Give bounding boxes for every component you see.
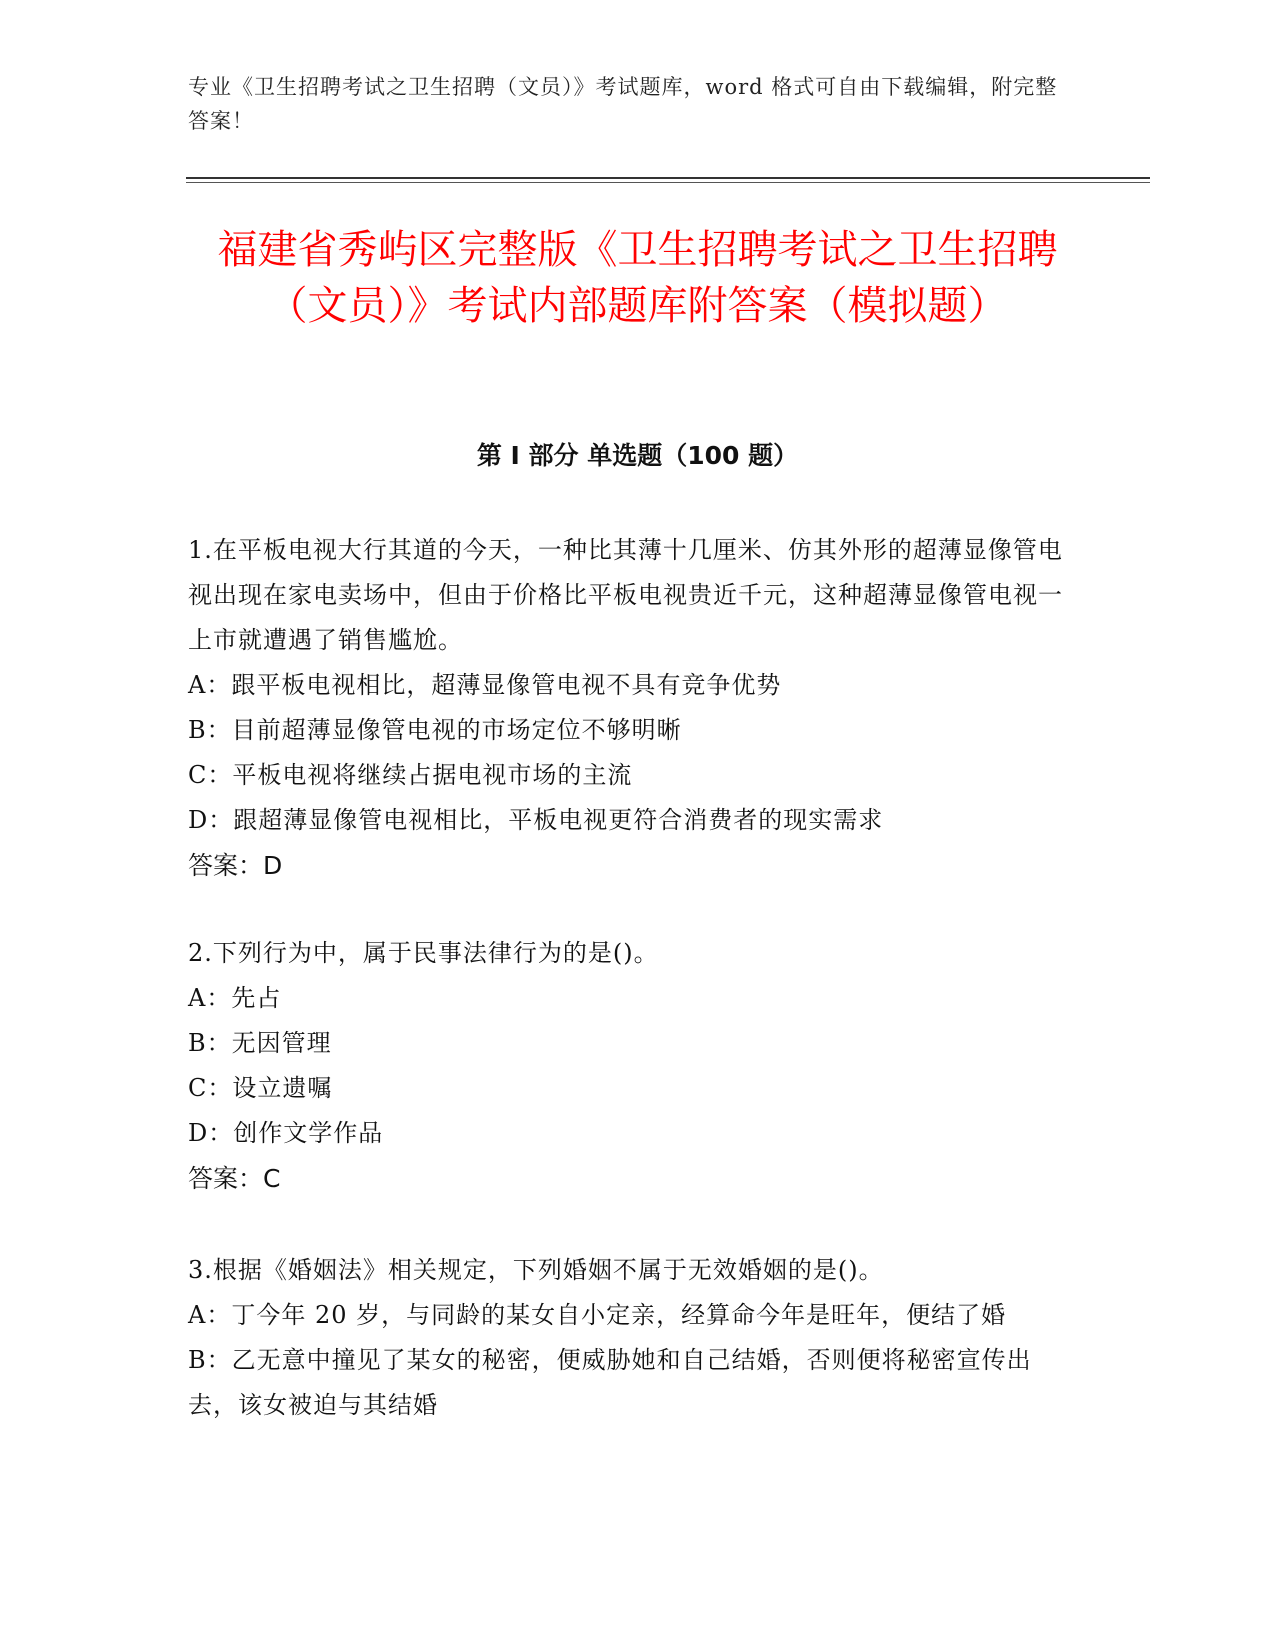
option-c: C：设立遗嘱 <box>188 1074 333 1102</box>
option-b: B：乙无意中撞见了某女的秘密，便威胁她和自己结婚，否则便将秘密宣传出去，该女被迫与其结婚 <box>188 1346 1032 1419</box>
question-2 <box>188 931 1068 1201</box>
option-b: B：目前超薄显像管电视的市场定位不够明晰 <box>188 716 682 744</box>
option-b: B：无因管理 <box>188 1029 332 1057</box>
section-heading: 第 I 部分 单选题（100 题） <box>476 441 799 470</box>
document-title: 福建省秀屿区完整版《卫生招聘考试之卫生招聘（文员）》考试内部题库附答案（模拟题） <box>217 227 1058 329</box>
question-stem: 2.下列行为中，属于民事法律行为的是()。 <box>188 939 659 967</box>
answer-line: 答案：C <box>188 1164 281 1193</box>
header-divider-thin <box>186 182 1150 183</box>
header-note: 专业《卫生招聘考试之卫生招聘（文员）》考试题库，word 格式可自由下载编辑，附完整答案！ <box>188 75 1058 133</box>
option-a: A：跟平板电视相比，超薄显像管电视不具有竞争优势 <box>188 671 782 699</box>
option-a: A：先占 <box>188 984 282 1012</box>
option-d: D：创作文学作品 <box>188 1119 384 1147</box>
option-c: C：平板电视将继续占据电视市场的主流 <box>188 761 633 789</box>
question-stem: 1.在平板电视大行其道的今天，一种比其薄十几厘米、仿其外形的超薄显像管电视出现在家电卖场中，但由于价格比平板电视贵近千元，这种超薄显像管电视一上市就遭遇了销售尴尬。 <box>188 536 1063 654</box>
question-stem: 3.根据《婚姻法》相关规定，下列婚姻不属于无效婚姻的是()。 <box>188 1256 884 1284</box>
option-d: D：跟超薄显像管电视相比，平板电视更符合消费者的现实需求 <box>188 806 884 834</box>
question-1 <box>188 528 1068 888</box>
option-a: A：丁今年 20 岁，与同龄的某女自小定亲，经算命今年是旺年，便结了婚 <box>188 1301 1007 1329</box>
question-3 <box>188 1248 1068 1428</box>
answer-line: 答案：D <box>188 851 283 880</box>
header-divider <box>186 177 1150 179</box>
